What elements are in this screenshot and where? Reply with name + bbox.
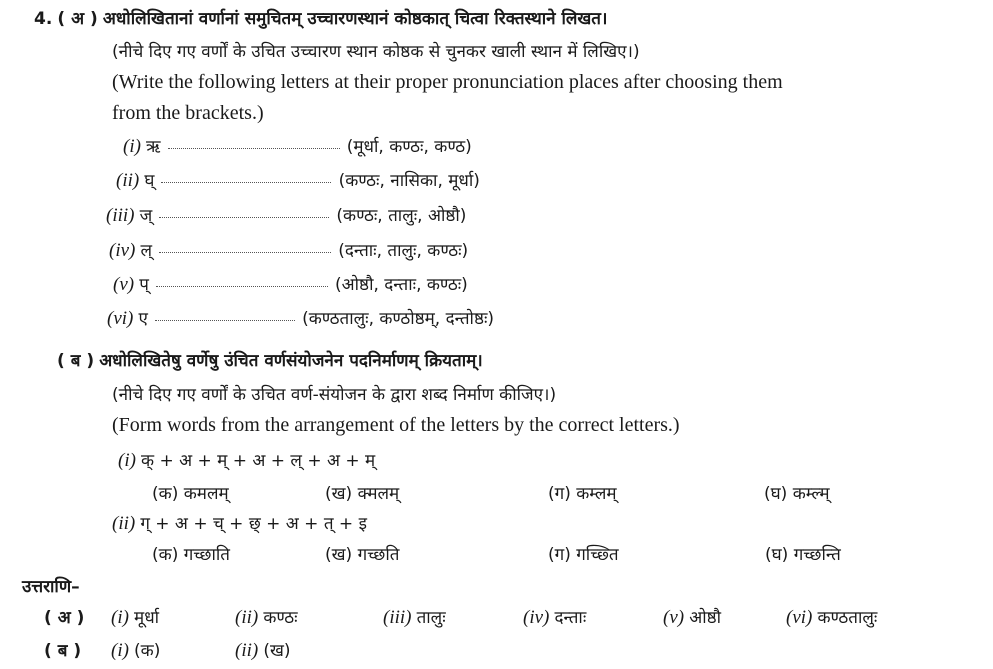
choice-option[interactable]: (क) गच्छाति <box>152 545 230 565</box>
item-options: (ओष्ठौ, दन्ताः, कण्ठः) <box>335 275 468 295</box>
answer-number: (vi) <box>786 607 813 628</box>
answers-heading: उत्तराणि– <box>22 577 80 597</box>
item-number: (iv) <box>109 240 136 261</box>
blank-line[interactable] <box>168 138 340 149</box>
question-number: 4. <box>34 9 53 29</box>
part-b-english-instruction: (Form words from the arrangement of the letters by the correct letters.) <box>112 414 680 436</box>
item-letter: प् <box>139 275 149 295</box>
part-a-item <box>123 134 472 158</box>
item-number: (i) <box>123 136 141 157</box>
answer-item <box>235 638 290 662</box>
part-a-item <box>106 203 466 227</box>
item-options: (कण्ठः, नासिका, मूर्धा) <box>338 171 480 191</box>
answer-value: दन्ताः <box>554 608 587 628</box>
item-letter: ऋ <box>146 137 161 157</box>
item-letter: ज् <box>139 206 153 226</box>
item-number: (v) <box>113 274 135 295</box>
letter-expression: क् + अ + म् + अ + ल् + अ + म् <box>141 451 376 471</box>
part-b-item <box>118 448 375 472</box>
answer-number: (v) <box>663 607 685 628</box>
item-number: (ii) <box>116 170 140 191</box>
item-options: (कण्ठः, तालुः, ओष्ठौ) <box>336 206 467 226</box>
part-a-label: ( अ ) <box>57 9 98 29</box>
answers-part-a-label: ( अ ) <box>44 608 85 628</box>
question-a-heading <box>34 6 607 29</box>
part-a-english-instruction-line2: from the brackets.) <box>112 102 264 124</box>
answer-value: तालुः <box>416 608 446 628</box>
answer-item <box>111 605 159 629</box>
part-a-item <box>109 238 468 262</box>
answer-number: (iv) <box>523 607 550 628</box>
answer-item <box>235 605 298 629</box>
answers-part-b-label: ( ब ) <box>44 641 82 661</box>
choice-option[interactable]: (घ) गच्छन्ति <box>765 545 841 565</box>
part-a-hindi-instruction: (नीचे दिए गए वर्णों के उचित उच्चारण स्थान कोष्ठक से चुनकर खाली स्थान में लिखिए।) <box>112 42 640 62</box>
item-number: (i) <box>118 450 136 471</box>
part-b-hindi-instruction: (नीचे दिए गए वर्णों के उचित वर्ण-संयोजन के द्वारा शब्द निर्माण कीजिए।) <box>112 385 557 405</box>
blank-line[interactable] <box>159 242 331 253</box>
item-letter: ए <box>138 309 148 329</box>
answer-number: (i) <box>111 640 129 661</box>
blank-line[interactable] <box>156 276 328 287</box>
answer-item <box>786 605 877 629</box>
item-number: (vi) <box>107 308 134 329</box>
answer-value: कण्ठः <box>263 608 298 628</box>
blank-line[interactable] <box>159 207 329 218</box>
choice-option[interactable]: (घ) कम्ल्म् <box>764 484 830 504</box>
question-b-heading <box>57 348 483 371</box>
part-a-item <box>116 168 480 192</box>
choice-option[interactable]: (क) कमलम् <box>152 484 229 504</box>
item-letter: ल् <box>140 241 152 261</box>
part-a-item <box>107 306 494 330</box>
answer-value: (क) <box>134 641 161 661</box>
answer-item <box>111 638 160 662</box>
answer-item <box>523 605 586 629</box>
choice-option[interactable]: (ग) गच्छ्ति <box>548 545 619 565</box>
answer-item <box>383 605 446 629</box>
item-number: (ii) <box>112 513 136 534</box>
choice-option[interactable]: (ख) गच्छति <box>325 545 400 565</box>
answer-number: (ii) <box>235 640 259 661</box>
answer-number: (ii) <box>235 607 259 628</box>
part-a-english-instruction-line1: (Write the following letters at their proper pronunciation places after choosing them <box>112 71 783 93</box>
answer-value: ओष्ठौ <box>689 608 721 628</box>
choice-option[interactable]: (ख) क्मलम् <box>325 484 400 504</box>
answer-number: (iii) <box>383 607 412 628</box>
answer-value: मूर्धा <box>134 608 160 628</box>
blank-line[interactable] <box>155 310 295 321</box>
item-options: (दन्ताः, तालुः, कण्ठः) <box>338 241 469 261</box>
part-b-title: अधोलिखितेषु वर्णेषु उंचित वर्णसंयोजनेन पदनिर्माणम् क्रियताम्। <box>99 351 483 371</box>
answer-value: (ख) <box>263 641 291 661</box>
blank-line[interactable] <box>161 172 331 183</box>
item-options: (कण्ठतालुः, कण्ठोष्ठम्, दन्तोष्ठः) <box>302 309 495 329</box>
part-b-item <box>112 511 367 535</box>
answer-item <box>663 605 721 629</box>
answer-value: कण्ठतालुः <box>817 608 878 628</box>
item-letter: घ् <box>144 171 155 191</box>
letter-expression: ग् + अ + च् + छ् + अ + त् + इ <box>140 514 367 534</box>
item-options: (मूर्धा, कण्ठः, कण्ठ) <box>346 137 472 157</box>
item-number: (iii) <box>106 205 135 226</box>
answer-number: (i) <box>111 607 129 628</box>
part-a-title: अधोलिखितानां वर्णानां समुचितम् उच्चारणस्थानं कोष्ठकात् चित्वा रिक्तस्थाने लिखत। <box>102 9 608 29</box>
part-a-item <box>113 272 468 296</box>
choice-option[interactable]: (ग) कम्लम् <box>548 484 617 504</box>
part-b-label: ( ब ) <box>57 351 95 371</box>
